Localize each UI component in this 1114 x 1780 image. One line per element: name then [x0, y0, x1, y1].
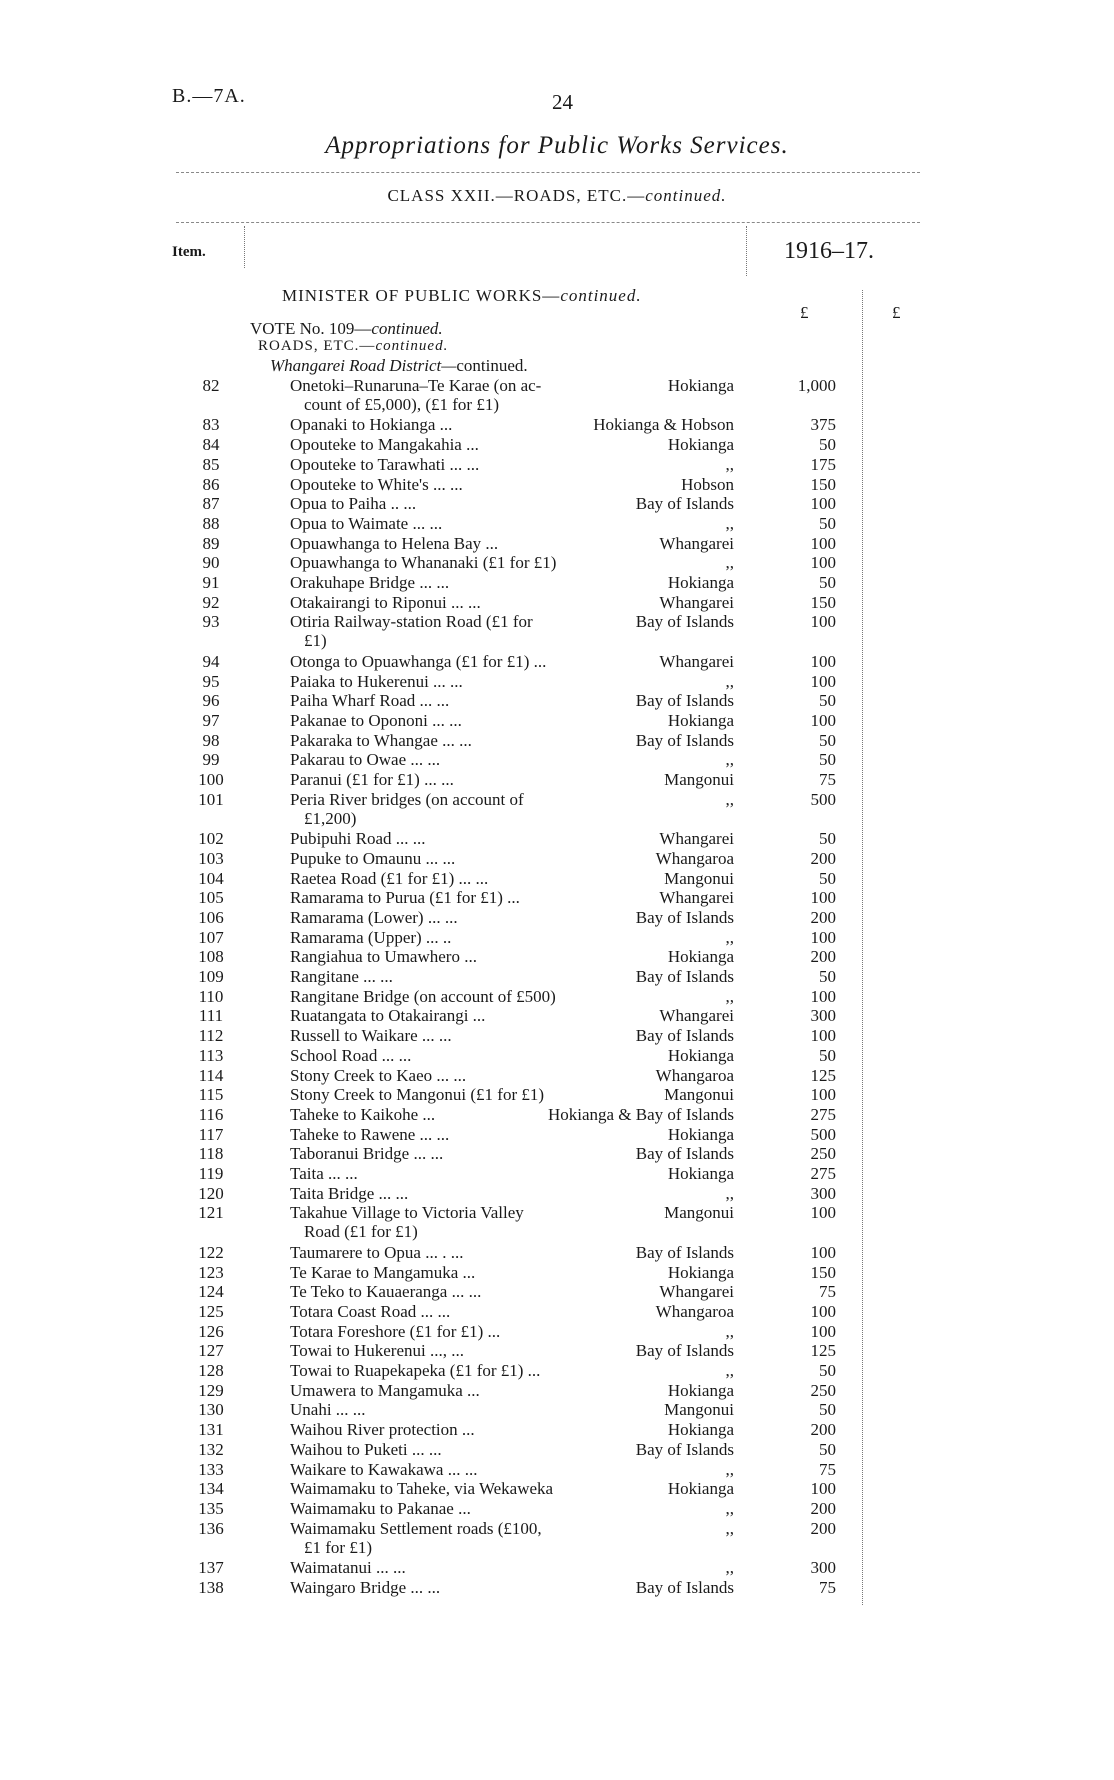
- item-description-line: Pakaraka to Whangae ... ...: [290, 730, 472, 750]
- item-amount: 200: [810, 848, 836, 868]
- item-district: Hokianga & Hobson: [593, 415, 734, 435]
- item-description-line: Raetea Road (£1 for £1) ... ...: [290, 868, 489, 888]
- item-district: ,,: [725, 927, 734, 947]
- item-description-line: Taita ... ...: [290, 1164, 358, 1183]
- item-district: Whangarei: [659, 592, 734, 612]
- item-description-line: Rangitane Bridge (on account of £500): [290, 986, 556, 1006]
- item-amount: 100: [810, 651, 836, 671]
- item-district: Hokianga: [667, 1420, 734, 1440]
- item-district: ,,: [725, 1459, 734, 1479]
- item-number: 138: [198, 1577, 224, 1597]
- item-number: 104: [198, 868, 224, 888]
- item-number: 126: [198, 1321, 224, 1341]
- item-number: 98: [202, 730, 220, 750]
- item-amount: 275: [810, 1104, 836, 1124]
- item-number: 116: [198, 1104, 224, 1124]
- item-number: 103: [198, 848, 224, 868]
- item-description-line: Totara Foreshore (£1 for £1) ...: [290, 1321, 501, 1341]
- item-district: ,,: [725, 986, 734, 1006]
- item-description-line: Taboranui Bridge ... ...: [290, 1144, 444, 1164]
- item-description-line: Otakairangi to Riponui ... ...: [290, 592, 481, 612]
- item-number: 85: [202, 454, 220, 474]
- item-amount: 150: [810, 474, 836, 494]
- item-amount: 50: [819, 750, 836, 770]
- district-heading: [270, 356, 528, 376]
- item-description-line: Paiaka to Hukerenui ... ...: [290, 671, 463, 691]
- item-number: 97: [202, 710, 220, 730]
- item-amount: 100: [810, 553, 836, 573]
- item-description-line: Taumarere to Opua ... . ...: [290, 1242, 464, 1262]
- item-district: ,,: [725, 789, 734, 809]
- item-number: 93: [202, 612, 220, 632]
- item-description: [290, 1499, 750, 1518]
- item-number: 124: [198, 1282, 224, 1302]
- item-number: 134: [198, 1479, 224, 1499]
- item-district: Hobson: [681, 474, 734, 494]
- item-number: 119: [198, 1164, 224, 1183]
- item-description-line: Peria River bridges (on account of: [290, 789, 524, 809]
- item-amount: 100: [810, 1203, 836, 1223]
- item-amount: 100: [810, 494, 836, 514]
- item-amount: 50: [819, 513, 836, 533]
- item-amount: 75: [819, 1459, 836, 1479]
- item-description-line: Te Karae to Mangamuka ...: [290, 1262, 476, 1282]
- item-number: 133: [198, 1459, 224, 1479]
- item-number: 99: [202, 750, 220, 770]
- roads-heading-suffix: continued.: [375, 338, 449, 354]
- item-district: Bay of Islands: [635, 1577, 734, 1597]
- item-amount: 300: [810, 1558, 836, 1577]
- item-number: 111: [198, 1006, 224, 1026]
- item-amount: 50: [819, 1439, 836, 1459]
- item-number: 100: [198, 770, 224, 789]
- item-district: Bay of Islands: [635, 907, 734, 927]
- item-district: ,,: [725, 553, 734, 573]
- item-number: 84: [202, 435, 220, 455]
- item-district: ,,: [725, 1183, 734, 1203]
- item-amount: 50: [819, 1361, 836, 1380]
- item-column-header: Item.: [172, 244, 206, 260]
- item-amount: 500: [810, 789, 836, 809]
- item-district: Hokianga: [667, 376, 734, 395]
- item-description-line: Ruatangata to Otakairangi ...: [290, 1006, 486, 1026]
- currency-symbol-1: £: [800, 303, 809, 322]
- item-number: 106: [198, 907, 224, 927]
- item-amount: 100: [810, 1242, 836, 1262]
- item-amount: 200: [810, 907, 836, 927]
- vote-heading: [250, 319, 443, 339]
- item-amount: 100: [810, 671, 836, 691]
- item-number: 137: [198, 1558, 224, 1577]
- item-amount: 50: [819, 967, 836, 986]
- item-description-line: Ramarama (Upper) ... ..: [290, 927, 452, 947]
- item-number: 83: [202, 415, 220, 435]
- item-description-line: Pakarau to Owae ... ...: [290, 750, 441, 770]
- item-amount: 50: [819, 829, 836, 849]
- item-amount: 50: [819, 435, 836, 455]
- item-number: 129: [198, 1380, 224, 1400]
- item-amount: 75: [819, 1577, 836, 1597]
- item-description-line: Ramarama (Lower) ... ...: [290, 907, 458, 927]
- item-number: 121: [198, 1203, 224, 1223]
- item-district: ,,: [725, 454, 734, 474]
- item-amount: 100: [810, 710, 836, 730]
- item-district: Whangarei: [659, 533, 734, 553]
- item-district: ,,: [725, 1498, 734, 1518]
- item-amount: 50: [819, 868, 836, 888]
- item-description-line: Rangitane ... ...: [290, 967, 393, 986]
- item-description-line: Waihou to Puketi ... ...: [290, 1439, 442, 1459]
- item-amount: 100: [810, 612, 836, 632]
- year-column-header: 1916–17.: [784, 238, 874, 264]
- item-district: Bay of Islands: [635, 730, 734, 750]
- item-amount: 275: [810, 1164, 836, 1183]
- item-district: ,,: [725, 750, 734, 770]
- item-district: Bay of Islands: [635, 691, 734, 711]
- item-district: Bay of Islands: [635, 1439, 734, 1459]
- item-description: [290, 1558, 750, 1577]
- item-number: 112: [198, 1026, 224, 1046]
- item-description-continuation: count of £5,000), (£1 for £1): [304, 395, 499, 414]
- item-amount: 50: [819, 730, 836, 750]
- roads-heading-main: ROADS, ETC.—: [258, 338, 376, 354]
- item-amount: 100: [810, 986, 836, 1006]
- item-district: Hokianga: [667, 1479, 734, 1499]
- item-description-line: Waimamaku to Pakanae ...: [290, 1498, 471, 1518]
- item-district: Hokianga: [667, 1380, 734, 1400]
- item-amount: 200: [810, 947, 836, 967]
- item-amount: 125: [810, 1065, 836, 1085]
- item-amount: 200: [810, 1498, 836, 1518]
- item-number: 135: [198, 1498, 224, 1518]
- item-amount: 250: [810, 1380, 836, 1400]
- item-number: 87: [202, 494, 220, 514]
- item-amount: 500: [810, 1124, 836, 1144]
- item-description-line: Waihou River protection ...: [290, 1420, 475, 1440]
- document-reference: B.—7A.: [172, 85, 246, 107]
- item-district: Hokianga & Bay of Islands: [547, 1104, 734, 1124]
- item-district: Hokianga: [667, 947, 734, 967]
- item-number: 120: [198, 1183, 224, 1203]
- item-number: 95: [202, 671, 220, 691]
- item-description-line: Waimamaku to Taheke, via Wekaweka: [290, 1479, 554, 1499]
- item-number: 86: [202, 474, 220, 494]
- item-number: 117: [198, 1124, 224, 1144]
- item-amount: 300: [810, 1006, 836, 1026]
- item-district: Whangarei: [659, 888, 734, 908]
- item-district: Mangonui: [664, 868, 734, 888]
- item-description-line: Paiha Wharf Road ... ...: [290, 691, 450, 711]
- item-district: Hokianga: [667, 1045, 734, 1065]
- item-description-line: Opouteke to White's ... ...: [290, 474, 463, 494]
- item-description-line: Totara Coast Road ... ...: [290, 1301, 451, 1321]
- item-description: [290, 928, 750, 947]
- item-number: 114: [198, 1065, 224, 1085]
- vote-heading-main: VOTE No. 109—: [250, 319, 372, 338]
- item-description-continuation: £1 for £1): [304, 1537, 372, 1557]
- item-number: 131: [198, 1420, 224, 1440]
- item-district: ,,: [725, 1321, 734, 1341]
- currency-symbol-2: £: [892, 303, 901, 322]
- item-district: Bay of Islands: [635, 494, 734, 514]
- item-description: [290, 1322, 750, 1341]
- item-amount: 200: [810, 1518, 836, 1538]
- item-description-line: Opuawhanga to Whananaki (£1 for £1): [290, 553, 557, 573]
- vote-heading-suffix: continued.: [371, 319, 443, 338]
- page-number: 24: [552, 90, 573, 114]
- item-district: Whangarei: [659, 1282, 734, 1302]
- item-number: 132: [198, 1439, 224, 1459]
- item-description-continuation: £1,200): [304, 808, 357, 828]
- item-column-divider: [244, 226, 245, 268]
- item-description-line: Takahue Village to Victoria Valley: [290, 1203, 524, 1223]
- item-number: 115: [198, 1085, 224, 1105]
- district-heading-main: Whangarei Road District—: [270, 356, 457, 375]
- minister-heading-suffix: continued.: [560, 286, 642, 305]
- item-description-line: Taheke to Rawene ... ...: [290, 1124, 450, 1144]
- item-number: 110: [198, 986, 224, 1006]
- item-amount: 50: [819, 1045, 836, 1065]
- item-amount: 100: [810, 1301, 836, 1321]
- item-amount: 250: [810, 1144, 836, 1164]
- item-description-line: Opuawhanga to Helena Bay ...: [290, 533, 499, 553]
- item-description-line: Towai to Ruapekapeka (£1 for £1) ...: [290, 1361, 541, 1380]
- value-column-divider: [862, 290, 863, 1605]
- item-district: Whangaroa: [655, 1065, 734, 1085]
- item-district: Bay of Islands: [635, 1242, 734, 1262]
- item-number: 101: [198, 789, 224, 809]
- item-amount: 100: [810, 1026, 836, 1046]
- item-number: 122: [198, 1242, 224, 1262]
- item-description-line: Orakuhape Bridge ... ...: [290, 573, 450, 592]
- item-amount: 150: [810, 592, 836, 612]
- item-district: Bay of Islands: [635, 1341, 734, 1361]
- item-amount: 100: [810, 1479, 836, 1499]
- year-column-divider: [746, 226, 747, 276]
- item-description-line: Pubipuhi Road ... ...: [290, 829, 426, 849]
- item-amount: 300: [810, 1183, 836, 1203]
- item-number: 90: [202, 553, 220, 573]
- item-district: Bay of Islands: [635, 1026, 734, 1046]
- item-description: [290, 1460, 750, 1479]
- item-amount: 200: [810, 1420, 836, 1440]
- item-number: 92: [202, 592, 220, 612]
- item-amount: 75: [819, 770, 836, 789]
- item-description: [290, 672, 750, 691]
- item-description-continuation: Road (£1 for £1): [304, 1222, 418, 1242]
- item-description-line: Russell to Waikare ... ...: [290, 1026, 452, 1046]
- item-description-continuation: £1): [304, 631, 327, 651]
- item-amount: 75: [819, 1282, 836, 1302]
- item-description-line: Te Teko to Kauaeranga ... ...: [290, 1282, 482, 1302]
- item-description: [290, 1519, 750, 1557]
- item-district: Mangonui: [664, 770, 734, 789]
- item-district: ,,: [725, 1558, 734, 1577]
- item-description: [290, 514, 750, 533]
- item-number: 127: [198, 1341, 224, 1361]
- item-description-line: Pakanae to Opononi ... ...: [290, 710, 462, 730]
- item-district: ,,: [725, 671, 734, 691]
- item-description-line: Waikare to Kawakawa ... ...: [290, 1459, 478, 1479]
- header-rule: [176, 222, 920, 223]
- item-description: [290, 1361, 750, 1380]
- roads-heading: [258, 338, 448, 355]
- item-amount: 50: [819, 573, 836, 592]
- item-number: 128: [198, 1361, 224, 1380]
- item-district: Hokianga: [667, 1164, 734, 1183]
- item-number: 109: [198, 967, 224, 986]
- minister-heading: [282, 286, 642, 306]
- minister-heading-main: MINISTER OF PUBLIC WORKS—: [282, 286, 561, 305]
- item-description-line: Rangiahua to Umawhero ...: [290, 947, 477, 967]
- item-amount: 100: [810, 927, 836, 947]
- item-number: 105: [198, 888, 224, 908]
- item-district: Whangarei: [659, 1006, 734, 1026]
- item-description-line: Opanaki to Hokianga ...: [290, 415, 453, 435]
- item-number: 113: [198, 1045, 224, 1065]
- item-description-line: Unahi ... ...: [290, 1400, 366, 1420]
- item-amount: 100: [810, 888, 836, 908]
- item-amount: 100: [810, 533, 836, 553]
- class-heading-main: CLASS XXII.—ROADS, ETC.—: [387, 186, 646, 205]
- item-description-line: Opua to Paiha .. ...: [290, 494, 417, 514]
- item-district: Bay of Islands: [635, 967, 734, 986]
- item-description-line: Pupuke to Omaunu ... ...: [290, 848, 456, 868]
- item-district: Hokianga: [667, 1124, 734, 1144]
- item-number: 96: [202, 691, 220, 711]
- item-amount: 100: [810, 1085, 836, 1105]
- item-amount: 125: [810, 1341, 836, 1361]
- item-description-line: Taheke to Kaikohe ...: [290, 1104, 436, 1124]
- item-district: Mangonui: [664, 1400, 734, 1420]
- item-number: 89: [202, 533, 220, 553]
- item-district: Hokianga: [667, 710, 734, 730]
- item-number: 88: [202, 513, 220, 533]
- item-description-line: Towai to Hukerenui ..., ...: [290, 1341, 464, 1361]
- item-district: Hokianga: [667, 435, 734, 455]
- item-number: 125: [198, 1301, 224, 1321]
- item-description-line: Waimamaku Settlement roads (£100,: [290, 1518, 542, 1538]
- item-district: Whangaroa: [655, 1301, 734, 1321]
- item-description-line: Onetoki–Runaruna–Te Karae (on ac-: [290, 376, 542, 395]
- item-number: 108: [198, 947, 224, 967]
- item-description-line: Stony Creek to Mangonui (£1 for £1): [290, 1085, 545, 1105]
- item-description: [290, 553, 750, 572]
- item-description-line: Waimatanui ... ...: [290, 1558, 406, 1577]
- item-amount: 175: [810, 454, 836, 474]
- item-district: ,,: [725, 1361, 734, 1380]
- item-description-line: Otonga to Opuawhanga (£1 for £1) ...: [290, 651, 547, 671]
- item-amount: 50: [819, 691, 836, 711]
- item-district: Hokianga: [667, 1262, 734, 1282]
- item-description-line: School Road ... ...: [290, 1045, 412, 1065]
- item-amount: 1,000: [797, 376, 836, 395]
- item-number: 130: [198, 1400, 224, 1420]
- item-number: 136: [198, 1518, 224, 1538]
- item-number: 94: [202, 651, 220, 671]
- title-rule: [176, 172, 920, 173]
- item-district: ,,: [725, 1518, 734, 1538]
- class-heading-suffix: continued.: [645, 186, 727, 205]
- item-district: Mangonui: [664, 1085, 734, 1105]
- item-district: Whangaroa: [655, 848, 734, 868]
- item-number: 82: [202, 376, 220, 395]
- item-description-line: Opua to Waimate ... ...: [290, 513, 443, 533]
- item-description-line: Stony Creek to Kaeo ... ...: [290, 1065, 467, 1085]
- item-district: Mangonui: [664, 1203, 734, 1223]
- item-description-line: Opouteke to Mangakahia ...: [290, 435, 479, 455]
- item-description-line: Waingaro Bridge ... ...: [290, 1577, 441, 1597]
- item-description-line: Umawera to Mangamuka ...: [290, 1380, 480, 1400]
- item-description-line: Paranui (£1 for £1) ... ...: [290, 770, 454, 789]
- item-district: Bay of Islands: [635, 1144, 734, 1164]
- item-district: Whangarei: [659, 651, 734, 671]
- page-title: Appropriations for Public Works Services.: [325, 132, 789, 159]
- item-number: 102: [198, 829, 224, 849]
- item-number: 123: [198, 1262, 224, 1282]
- item-amount: 375: [810, 415, 836, 435]
- item-description-line: Otiria Railway-station Road (£1 for: [290, 612, 533, 632]
- item-district: Bay of Islands: [635, 612, 734, 632]
- item-amount: 100: [810, 1321, 836, 1341]
- item-district: ,,: [725, 513, 734, 533]
- item-number: 118: [198, 1144, 224, 1164]
- item-description: [290, 1184, 750, 1203]
- item-description-line: Taita Bridge ... ...: [290, 1183, 409, 1203]
- item-number: 107: [198, 927, 224, 947]
- item-amount: 150: [810, 1262, 836, 1282]
- item-amount: 50: [819, 1400, 836, 1420]
- item-district: Whangarei: [659, 829, 734, 849]
- item-description: [290, 750, 750, 769]
- item-description: [290, 987, 750, 1006]
- item-number: 91: [202, 573, 220, 592]
- class-heading: [0, 186, 1114, 206]
- item-description-line: Opouteke to Tarawhati ... ...: [290, 454, 480, 474]
- district-heading-suffix: continued.: [456, 356, 528, 375]
- item-description: [290, 455, 750, 474]
- item-description-line: Ramarama to Purua (£1 for £1) ...: [290, 888, 520, 908]
- item-description: [290, 790, 750, 828]
- item-district: Hokianga: [667, 573, 734, 592]
